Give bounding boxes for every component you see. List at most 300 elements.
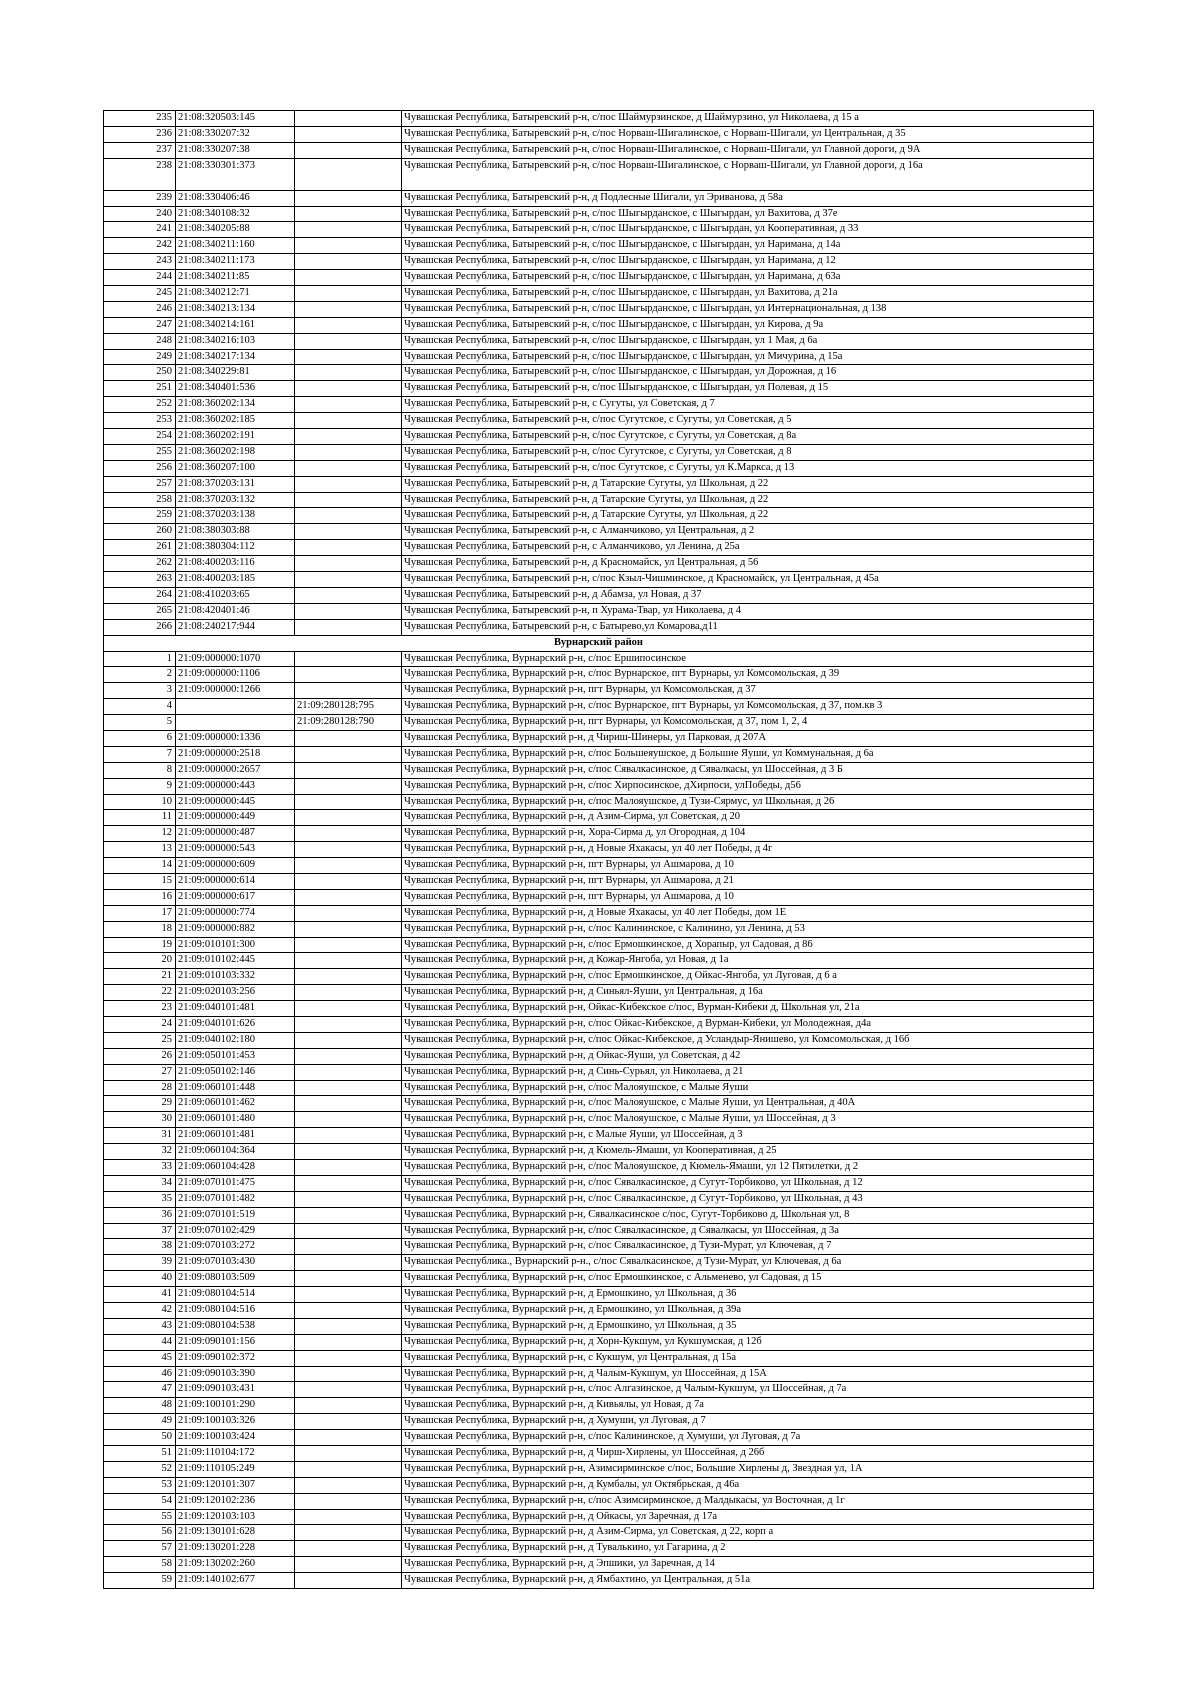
cadastral-number-cell: 21:09:140102:677	[176, 1573, 295, 1589]
table-row	[104, 921, 1094, 937]
table-row	[104, 1525, 1094, 1541]
premises-cadastral-number-cell	[295, 1207, 402, 1223]
premises-cadastral-number-cell	[295, 1509, 402, 1525]
row-number: 240	[104, 206, 176, 222]
table-row	[104, 1223, 1094, 1239]
table-row	[104, 905, 1094, 921]
address-cell: Чувашская Республика, Батыревский р-н, с/пос Шыгырданское, с Шыгырдан, ул Кооперативная, д 33	[402, 222, 1094, 238]
address-cell: Чувашская Республика, Батыревский р-н, с Алманчиково, ул Ленина, д 25а	[402, 540, 1094, 556]
cadastral-number-cell: 21:09:010101:300	[176, 937, 295, 953]
table-row	[104, 985, 1094, 1001]
premises-cadastral-number-cell	[295, 381, 402, 397]
cadastral-number-cell: 21:09:110105:249	[176, 1461, 295, 1477]
address-cell: Чувашская Республика, Батыревский р-н, с/пос Шыгырданское, с Шыгырдан, ул Наримана, д 63а	[402, 270, 1094, 286]
row-number: 260	[104, 524, 176, 540]
premises-cadastral-number-cell	[295, 1001, 402, 1017]
address-cell: Чувашская Республика, Батыревский р-н, с/пос Кзыл-Чишминское, д Красномайск, ул Центральная, д 45а	[402, 572, 1094, 588]
premises-cadastral-number-cell	[295, 1160, 402, 1176]
row-number: 17	[104, 905, 176, 921]
address-cell: Чувашская Республика, Батыревский р-н, с/пос Сугутское, с Сугуты, ул Советская, д 5	[402, 413, 1094, 429]
row-number: 243	[104, 254, 176, 270]
row-number: 44	[104, 1334, 176, 1350]
premises-cadastral-number-cell	[295, 1318, 402, 1334]
table-row	[104, 508, 1094, 524]
cadastral-number-cell: 21:09:060101:462	[176, 1096, 295, 1112]
address-cell: Чувашская Республика, Вурнарский р-н, д Синьял-Яуши, ул Центральная, д 16а	[402, 985, 1094, 1001]
address-cell: Чувашская Республика, Вурнарский р-н, пгт Вурнары, ул Ашмарова, д 21	[402, 873, 1094, 889]
address-cell: Чувашская Республика, Вурнарский р-н, с/пос Малояушское, д Тузи-Сярмус, ул Школьная, д 26	[402, 794, 1094, 810]
cadastral-number-cell: 21:09:000000:614	[176, 873, 295, 889]
row-number: 257	[104, 476, 176, 492]
cadastral-number-cell: 21:09:000000:443	[176, 778, 295, 794]
premises-cadastral-number-cell	[295, 556, 402, 572]
row-number: 55	[104, 1509, 176, 1525]
premises-cadastral-number-cell	[295, 492, 402, 508]
address-cell: Чувашская Республика, Батыревский р-н, д Абамза, ул Новая, д 37	[402, 587, 1094, 603]
table-row	[104, 889, 1094, 905]
row-number: 2	[104, 667, 176, 683]
row-number: 239	[104, 190, 176, 206]
row-number: 254	[104, 429, 176, 445]
premises-cadastral-number-cell	[295, 1446, 402, 1462]
cadastral-number-cell: 21:09:000000:2657	[176, 762, 295, 778]
address-cell: Чувашская Республика, Батыревский р-н, п Хурама-Твар, ул Николаева, д 4	[402, 603, 1094, 619]
premises-cadastral-number-cell	[295, 1032, 402, 1048]
premises-cadastral-number-cell	[295, 746, 402, 762]
row-number: 6	[104, 730, 176, 746]
cadastral-number-cell: 21:09:070103:430	[176, 1255, 295, 1271]
table-row	[104, 651, 1094, 667]
cadastral-number-cell: 21:09:130101:628	[176, 1525, 295, 1541]
table-row	[104, 826, 1094, 842]
table-row	[104, 1318, 1094, 1334]
premises-cadastral-number-cell	[295, 301, 402, 317]
premises-cadastral-number-cell	[295, 524, 402, 540]
row-number: 56	[104, 1525, 176, 1541]
row-number: 256	[104, 460, 176, 476]
row-number: 39	[104, 1255, 176, 1271]
cadastral-number-cell: 21:09:060101:480	[176, 1112, 295, 1128]
table-row	[104, 619, 1094, 635]
table-row	[104, 222, 1094, 238]
cadastral-number-cell: 21:09:070102:429	[176, 1223, 295, 1239]
address-cell: Чувашская Республика, Вурнарский р-н, д Чирш-Хирлены, ул Шоссейная, д 26б	[402, 1446, 1094, 1462]
table-row	[104, 254, 1094, 270]
table-row	[104, 699, 1094, 715]
table-row	[104, 1398, 1094, 1414]
premises-cadastral-number-cell	[295, 1414, 402, 1430]
row-number: 245	[104, 286, 176, 302]
premises-cadastral-number-cell	[295, 587, 402, 603]
row-number: 52	[104, 1461, 176, 1477]
address-cell: Чувашская Республика, Вурнарский р-н, д Синь-Сурьял, ул Николаева, д 21	[402, 1064, 1094, 1080]
address-cell: Чувашская Республика, Вурнарский р-н, д Новые Яхакасы, ул 40 лет Победы, д 4г	[402, 842, 1094, 858]
table-row	[104, 126, 1094, 142]
row-number: 235	[104, 111, 176, 127]
address-cell: Чувашская Республика, Батыревский р-н, с/пос Шыгырданское, с Шыгырдан, ул 1 Мая, д 6а	[402, 333, 1094, 349]
cadastral-number-cell: 21:09:060104:364	[176, 1144, 295, 1160]
row-number: 238	[104, 158, 176, 190]
address-cell: Чувашская Республика, Батыревский р-н, с/пос Шыгырданское, с Шыгырдан, ул Вахитова, д 37е	[402, 206, 1094, 222]
premises-cadastral-number-cell	[295, 1525, 402, 1541]
premises-cadastral-number-cell	[295, 572, 402, 588]
table-row	[104, 1493, 1094, 1509]
address-cell: Чувашская Республика, Вурнарский р-н, с/пос Вурнарское, пгт Вурнары, ул Комсомольская, д 37, пом.кв 3	[402, 699, 1094, 715]
premises-cadastral-number-cell	[295, 222, 402, 238]
premises-cadastral-number-cell: 21:09:280128:795	[295, 699, 402, 715]
premises-cadastral-number-cell	[295, 842, 402, 858]
table-row	[104, 317, 1094, 333]
address-cell: Чувашская Республика, Вурнарский р-н, д Ойкасы, ул Заречная, д 17а	[402, 1509, 1094, 1525]
address-cell: Чувашская Республика, Вурнарский р-н, с/пос Малояушское, с Малые Яуши	[402, 1080, 1094, 1096]
table-row	[104, 301, 1094, 317]
row-number: 255	[104, 444, 176, 460]
table-row	[104, 365, 1094, 381]
row-number: 40	[104, 1271, 176, 1287]
table-row	[104, 715, 1094, 731]
address-cell: Чувашская Республика, Вурнарский р-н, с/пос Малояушское, с Малые Яуши, ул Шоссейная, д 3	[402, 1112, 1094, 1128]
premises-cadastral-number-cell	[295, 1144, 402, 1160]
address-cell: Чувашская Республика, Батыревский р-н, с/пос Шыгырданское, с Шыгырдан, ул Интернациональная, д 138	[402, 301, 1094, 317]
row-number: 54	[104, 1493, 176, 1509]
address-cell: Чувашская Республика, Вурнарский р-н, с/пос Вурнарское, пгт Вурнары, ул Комсомольская, д 39	[402, 667, 1094, 683]
address-cell: Чувашская Республика., Вурнарский р-н., с/пос Сявалкасинское, д Тузи-Мурат, ул Ключевая, д 6а	[402, 1255, 1094, 1271]
table-row	[104, 1461, 1094, 1477]
premises-cadastral-number-cell	[295, 206, 402, 222]
address-cell: Чувашская Республика, Батыревский р-н, с Сугуты, ул Советская, д 7	[402, 397, 1094, 413]
row-number: 29	[104, 1096, 176, 1112]
address-cell: Чувашская Республика, Вурнарский р-н, Сявалкасинское с/пос, Сугут-Торбиково д, Школьная ул, 8	[402, 1207, 1094, 1223]
cadastral-number-cell: 21:09:020103:256	[176, 985, 295, 1001]
cadastral-number-cell: 21:08:410203:65	[176, 587, 295, 603]
cadastral-number-cell: 21:09:100103:424	[176, 1430, 295, 1446]
premises-cadastral-number-cell	[295, 508, 402, 524]
table-row	[104, 1573, 1094, 1589]
table-row	[104, 603, 1094, 619]
cadastral-number-cell: 21:09:040102:180	[176, 1032, 295, 1048]
table-row	[104, 286, 1094, 302]
premises-cadastral-number-cell	[295, 778, 402, 794]
cadastral-number-cell: 21:08:360202:134	[176, 397, 295, 413]
table-row	[104, 1160, 1094, 1176]
table-row	[104, 556, 1094, 572]
premises-cadastral-number-cell	[295, 873, 402, 889]
cadastral-number-cell: 21:08:340216:103	[176, 333, 295, 349]
address-cell: Чувашская Республика, Батыревский р-н, д Татарские Сугуты, ул Школьная, д 22	[402, 492, 1094, 508]
table-row	[104, 1557, 1094, 1573]
premises-cadastral-number-cell	[295, 810, 402, 826]
premises-cadastral-number-cell	[295, 126, 402, 142]
address-cell: Чувашская Республика, Батыревский р-н, с Батырево,ул Комарова,д11	[402, 619, 1094, 635]
table-row	[104, 810, 1094, 826]
row-number: 252	[104, 397, 176, 413]
table-row	[104, 476, 1094, 492]
table-row	[104, 667, 1094, 683]
address-cell: Чувашская Республика, Вурнарский р-н, с/пос Сявалкасинское, д Сявалкасы, ул Шоссейная, д 3а	[402, 1223, 1094, 1239]
address-cell: Чувашская Республика, Вурнарский р-н, с/пос Малояушское, с Малые Яуши, ул Центральная, д 40А	[402, 1096, 1094, 1112]
row-number: 259	[104, 508, 176, 524]
cadastral-number-cell: 21:09:100103:326	[176, 1414, 295, 1430]
table-row	[104, 1128, 1094, 1144]
premises-cadastral-number-cell	[295, 1048, 402, 1064]
address-cell: Чувашская Республика, Вурнарский р-н, д Кивьялы, ул Новая, д 7а	[402, 1398, 1094, 1414]
premises-cadastral-number-cell	[295, 286, 402, 302]
premises-cadastral-number-cell	[295, 1398, 402, 1414]
premises-cadastral-number-cell	[295, 365, 402, 381]
cadastral-number-cell: 21:09:000000:882	[176, 921, 295, 937]
row-number: 47	[104, 1382, 176, 1398]
address-cell: Чувашская Республика, Батыревский р-н, с/пос Шыгырданское, с Шыгырдан, ул Мичурина, д 15а	[402, 349, 1094, 365]
row-number: 22	[104, 985, 176, 1001]
cadastral-number-cell: 21:09:090103:431	[176, 1382, 295, 1398]
address-cell: Чувашская Республика, Вурнарский р-н, с/пос Ершипосинское	[402, 651, 1094, 667]
premises-cadastral-number-cell	[295, 1350, 402, 1366]
premises-cadastral-number-cell	[295, 1477, 402, 1493]
table-row	[104, 1287, 1094, 1303]
cadastral-number-cell: 21:09:070101:519	[176, 1207, 295, 1223]
cadastral-number-cell: 21:09:090103:390	[176, 1366, 295, 1382]
cadastral-number-cell: 21:08:340211:160	[176, 238, 295, 254]
premises-cadastral-number-cell	[295, 142, 402, 158]
address-cell: Чувашская Республика, Вурнарский р-н, пгт Вурнары, ул Ашмарова, д 10	[402, 889, 1094, 905]
table-row	[104, 762, 1094, 778]
address-cell: Чувашская Республика, Вурнарский р-н, с/пос Ойкас-Кибекское, д Усландыр-Янишево, ул Комсомольская, д 16б	[402, 1032, 1094, 1048]
property-registry-table	[103, 110, 1094, 1589]
table-row	[104, 1477, 1094, 1493]
address-cell: Чувашская Республика, Вурнарский р-н, д Ермошкино, ул Школьная, д 36	[402, 1287, 1094, 1303]
table-row	[104, 1080, 1094, 1096]
premises-cadastral-number-cell	[295, 111, 402, 127]
table-row	[104, 142, 1094, 158]
table-row	[104, 111, 1094, 127]
cadastral-number-cell: 21:08:330406:46	[176, 190, 295, 206]
table-row	[104, 1016, 1094, 1032]
premises-cadastral-number-cell	[295, 238, 402, 254]
address-cell: Чувашская Республика, Батыревский р-н, с/пос Сугутское, с Сугуты, ул К.Маркса, д 13	[402, 460, 1094, 476]
address-cell: Чувашская Республика, Вурнарский р-н, д Азим-Сирма, ул Советская, д 20	[402, 810, 1094, 826]
row-number: 264	[104, 587, 176, 603]
premises-cadastral-number-cell	[295, 667, 402, 683]
row-number: 248	[104, 333, 176, 349]
row-number: 50	[104, 1430, 176, 1446]
premises-cadastral-number-cell	[295, 937, 402, 953]
premises-cadastral-number-cell	[295, 429, 402, 445]
table-row	[104, 1175, 1094, 1191]
premises-cadastral-number-cell	[295, 905, 402, 921]
premises-cadastral-number-cell	[295, 1541, 402, 1557]
cadastral-number-cell: 21:09:000000:2518	[176, 746, 295, 762]
table-row	[104, 746, 1094, 762]
table-row	[104, 778, 1094, 794]
row-number: 265	[104, 603, 176, 619]
address-cell: Чувашская Республика, Батыревский р-н, с/пос Шыгырданское, с Шыгырдан, ул Наримана, д 12	[402, 254, 1094, 270]
table-row	[104, 206, 1094, 222]
address-cell: Чувашская Республика, Вурнарский р-н, с/пос Ойкас-Кибекское, д Вурман-Кибеки, ул Молодежная, д4а	[402, 1016, 1094, 1032]
premises-cadastral-number-cell	[295, 1064, 402, 1080]
address-cell: Чувашская Республика, Вурнарский р-н, с/пос Калининское, с Калинино, ул Ленина, д 53	[402, 921, 1094, 937]
cadastral-number-cell: 21:08:360202:198	[176, 444, 295, 460]
cadastral-number-cell: 21:09:000000:543	[176, 842, 295, 858]
address-cell: Чувашская Республика, Батыревский р-н, с/пос Норваш-Шигалинское, с Норваш-Шигали, ул Главной дороги, д 16а	[402, 158, 1094, 190]
cadastral-number-cell: 21:09:130202:260	[176, 1557, 295, 1573]
address-cell: Чувашская Республика, Вурнарский р-н, Азимсирминское с/пос, Большие Хирлены д, Звездная ул, 1А	[402, 1461, 1094, 1477]
row-number: 258	[104, 492, 176, 508]
premises-cadastral-number-cell	[295, 1287, 402, 1303]
row-number: 10	[104, 794, 176, 810]
row-number: 247	[104, 317, 176, 333]
address-cell: Чувашская Республика, Батыревский р-н, д Татарские Сугуты, ул Школьная, д 22	[402, 476, 1094, 492]
row-number: 7	[104, 746, 176, 762]
cadastral-number-cell: 21:09:070101:475	[176, 1175, 295, 1191]
cadastral-number-cell: 21:09:000000:449	[176, 810, 295, 826]
premises-cadastral-number-cell	[295, 858, 402, 874]
row-number: 34	[104, 1175, 176, 1191]
address-cell: Чувашская Республика, Вурнарский р-н, с/пос Сявалкасинское, д Сугут-Торбиково, ул Школьная, д 43	[402, 1191, 1094, 1207]
cadastral-number-cell: 21:08:330207:38	[176, 142, 295, 158]
row-number: 33	[104, 1160, 176, 1176]
premises-cadastral-number-cell	[295, 1239, 402, 1255]
cadastral-number-cell: 21:09:050101:453	[176, 1048, 295, 1064]
table-row	[104, 730, 1094, 746]
premises-cadastral-number-cell	[295, 444, 402, 460]
table-row	[104, 1541, 1094, 1557]
cadastral-number-cell: 21:08:380303:88	[176, 524, 295, 540]
section-header-row	[104, 635, 1094, 651]
cadastral-number-cell	[176, 715, 295, 731]
table-row	[104, 1144, 1094, 1160]
row-number: 46	[104, 1366, 176, 1382]
row-number: 41	[104, 1287, 176, 1303]
row-number: 49	[104, 1414, 176, 1430]
row-number: 5	[104, 715, 176, 731]
address-cell: Чувашская Республика, Батыревский р-н, с/пос Шыгырданское, с Шыгырдан, ул Наримана, д 14а	[402, 238, 1094, 254]
premises-cadastral-number-cell	[295, 1366, 402, 1382]
address-cell: Чувашская Республика, Вурнарский р-н, д Кумбалы, ул Октябрьская, д 46а	[402, 1477, 1094, 1493]
table-row	[104, 158, 1094, 190]
address-cell: Чувашская Республика, Батыревский р-н, с/пос Норваш-Шигалинское, с Норваш-Шигали, ул Центральная, д 35	[402, 126, 1094, 142]
address-cell: Чувашская Республика, Вурнарский р-н, д Кожар-Янгоба, ул Новая, д 1а	[402, 953, 1094, 969]
cadastral-number-cell: 21:09:000000:487	[176, 826, 295, 842]
cadastral-number-cell: 21:08:420401:46	[176, 603, 295, 619]
address-cell: Чувашская Республика, Батыревский р-н, д Татарские Сугуты, ул Школьная, д 22	[402, 508, 1094, 524]
cadastral-number-cell: 21:09:110104:172	[176, 1446, 295, 1462]
premises-cadastral-number-cell	[295, 158, 402, 190]
address-cell: Чувашская Республика, Вурнарский р-н, с/пос Ермошкинское, д Ойкас-Янгоба, ул Луговая, д 6 а	[402, 969, 1094, 985]
cadastral-number-cell: 21:08:340229:81	[176, 365, 295, 381]
table-row	[104, 969, 1094, 985]
table-row	[104, 1414, 1094, 1430]
row-number: 37	[104, 1223, 176, 1239]
cadastral-number-cell: 21:08:400203:185	[176, 572, 295, 588]
table-row	[104, 1334, 1094, 1350]
cadastral-number-cell: 21:09:060101:481	[176, 1128, 295, 1144]
cadastral-number-cell: 21:09:120101:307	[176, 1477, 295, 1493]
row-number: 42	[104, 1303, 176, 1319]
address-cell: Чувашская Республика, Вурнарский р-н, пгт Вурнары, ул Комсомольская, д 37, пом 1, 2, 4	[402, 715, 1094, 731]
row-number: 253	[104, 413, 176, 429]
cadastral-number-cell: 21:08:320503:145	[176, 111, 295, 127]
premises-cadastral-number-cell	[295, 683, 402, 699]
premises-cadastral-number-cell	[295, 349, 402, 365]
cadastral-number-cell: 21:08:330207:32	[176, 126, 295, 142]
address-cell: Чувашская Республика, Батыревский р-н, с/пос Шыгырданское, с Шыгырдан, ул Вахитова, д 21а	[402, 286, 1094, 302]
address-cell: Чувашская Республика, Вурнарский р-н, д Эпшики, ул Заречная, д 14	[402, 1557, 1094, 1573]
address-cell: Чувашская Республика, Батыревский р-н, с/пос Сугутское, с Сугуты, ул Советская, д 8	[402, 444, 1094, 460]
premises-cadastral-number-cell	[295, 762, 402, 778]
table-row	[104, 858, 1094, 874]
address-cell: Чувашская Республика, Вурнарский р-н, д Ойкас-Яуши, ул Советская, д 42	[402, 1048, 1094, 1064]
premises-cadastral-number-cell	[295, 889, 402, 905]
premises-cadastral-number-cell	[295, 826, 402, 842]
row-number: 32	[104, 1144, 176, 1160]
row-number: 31	[104, 1128, 176, 1144]
address-cell: Чувашская Республика, Вурнарский р-н, с Кукшум, ул Центральная, д 15а	[402, 1350, 1094, 1366]
row-number: 28	[104, 1080, 176, 1096]
row-number: 249	[104, 349, 176, 365]
premises-cadastral-number-cell	[295, 1128, 402, 1144]
table-row	[104, 1239, 1094, 1255]
row-number: 48	[104, 1398, 176, 1414]
address-cell: Чувашская Республика, Вурнарский р-н, д Ямбахтино, ул Центральная, д 51а	[402, 1573, 1094, 1589]
cadastral-number-cell: 21:08:360202:191	[176, 429, 295, 445]
table-row	[104, 1096, 1094, 1112]
table-row	[104, 1064, 1094, 1080]
address-cell: Чувашская Республика, Вурнарский р-н, с/пос Хирпосинское, дХирпоси, улПобеды, д56	[402, 778, 1094, 794]
premises-cadastral-number-cell	[295, 921, 402, 937]
table-row	[104, 1350, 1094, 1366]
address-cell: Чувашская Республика, Батыревский р-н, д Подлесные Шигали, ул Эриванова, д 58а	[402, 190, 1094, 206]
row-number: 26	[104, 1048, 176, 1064]
row-number: 57	[104, 1541, 176, 1557]
row-number: 53	[104, 1477, 176, 1493]
cadastral-number-cell: 21:09:060101:448	[176, 1080, 295, 1096]
address-cell: Чувашская Республика, Вурнарский р-н, с/пос Малояушское, д Кюмель-Ямаши, ул 12 Пятилетки, д 2	[402, 1160, 1094, 1176]
cadastral-number-cell: 21:09:040101:626	[176, 1016, 295, 1032]
row-number: 242	[104, 238, 176, 254]
row-number: 4	[104, 699, 176, 715]
table-row	[104, 572, 1094, 588]
table-row	[104, 1271, 1094, 1287]
address-cell: Чувашская Республика, Вурнарский р-н, д Хорн-Кукшум, ул Кукшумская, д 12б	[402, 1334, 1094, 1350]
table-row	[104, 413, 1094, 429]
row-number: 246	[104, 301, 176, 317]
row-number: 14	[104, 858, 176, 874]
row-number: 27	[104, 1064, 176, 1080]
table-row	[104, 1446, 1094, 1462]
table-row	[104, 540, 1094, 556]
table-row	[104, 492, 1094, 508]
premises-cadastral-number-cell	[295, 1016, 402, 1032]
cadastral-number-cell: 21:09:000000:774	[176, 905, 295, 921]
premises-cadastral-number-cell	[295, 1461, 402, 1477]
row-number: 24	[104, 1016, 176, 1032]
table-row	[104, 1255, 1094, 1271]
cadastral-number-cell: 21:08:340211:173	[176, 254, 295, 270]
address-cell: Чувашская Республика, Вурнарский р-н, с/пос Сявалкасинское, д Тузи-Мурат, ул Ключевая, д 7	[402, 1239, 1094, 1255]
address-cell: Чувашская Республика, Вурнарский р-н, Хора-Сирма д, ул Огородная, д 104	[402, 826, 1094, 842]
address-cell: Чувашская Республика, Батыревский р-н, с/пос Шыгырданское, с Шыгырдан, ул Полевая, д 15	[402, 381, 1094, 397]
row-number: 244	[104, 270, 176, 286]
cadastral-number-cell: 21:09:080104:538	[176, 1318, 295, 1334]
cadastral-number-cell: 21:09:000000:1106	[176, 667, 295, 683]
premises-cadastral-number-cell	[295, 333, 402, 349]
address-cell: Чувашская Республика, Вурнарский р-н, с/пос Алгазинское, д Чалым-Кукшум, ул Шоссейная, д 7а	[402, 1382, 1094, 1398]
cadastral-number-cell: 21:09:070101:482	[176, 1191, 295, 1207]
premises-cadastral-number-cell	[295, 619, 402, 635]
address-cell: Чувашская Республика, Вурнарский р-н, с/пос Сявалкасинское, д Сугут-Торбиково, ул Школьная, д 12	[402, 1175, 1094, 1191]
address-cell: Чувашская Республика, Вурнарский р-н, с/пос Ермошкинское, д Хорапыр, ул Садовая, д 86	[402, 937, 1094, 953]
cadastral-number-cell: 21:09:000000:1266	[176, 683, 295, 699]
